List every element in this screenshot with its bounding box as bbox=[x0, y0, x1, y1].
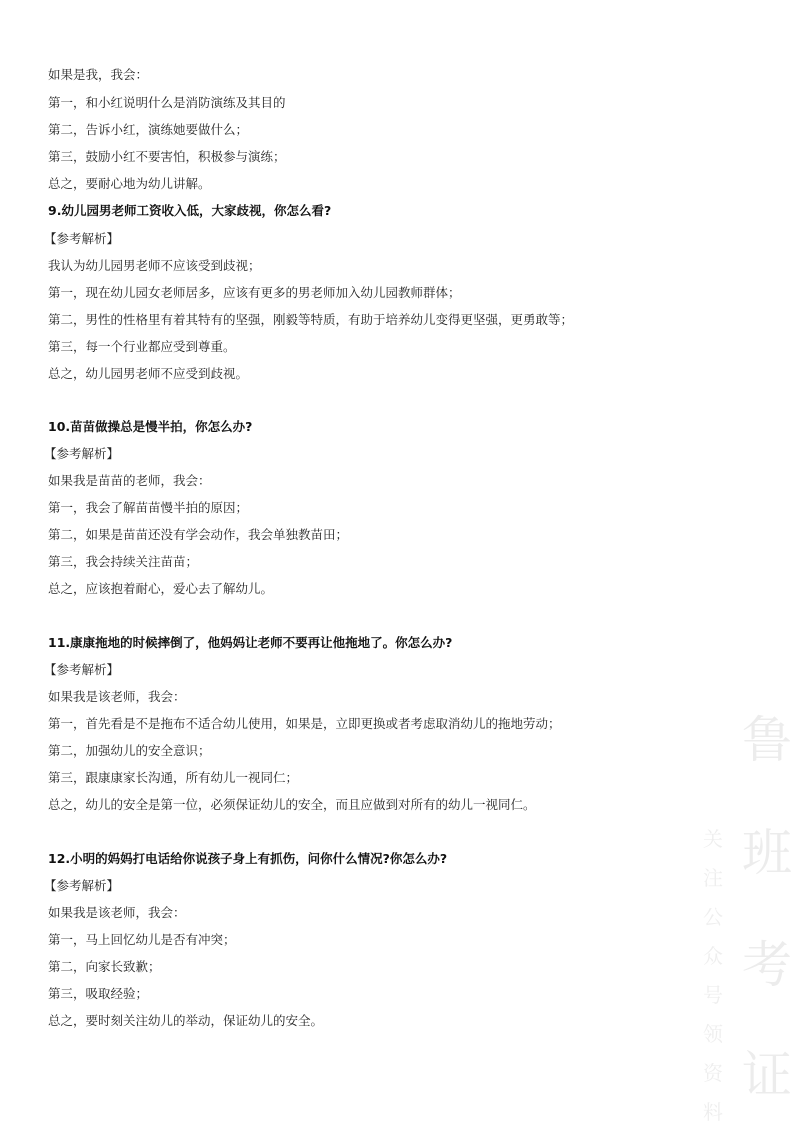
paragraph-line: 第三，跟康康家长沟通，所有幼儿一视同仁； bbox=[48, 770, 299, 785]
paragraph-line: 总之，幼儿的安全是第一位，必须保证幼儿的安全，而且应做到对所有的幼儿一视同仁。 bbox=[48, 797, 536, 812]
watermark-small-char: 注 bbox=[703, 866, 723, 890]
paragraph-line: 第一，和小红说明什么是消防演练及其目的 bbox=[48, 95, 286, 110]
watermark-small-char: 众 bbox=[703, 944, 723, 968]
reference-answer-label: 【参考解析】 bbox=[44, 662, 120, 677]
watermark-char: 证 bbox=[742, 1046, 792, 1104]
paragraph-line: 第三，吸取经验； bbox=[48, 986, 149, 1001]
paragraph-line: 总之，应该抱着耐心，爱心去了解幼儿。 bbox=[48, 581, 274, 596]
watermark-vertical-text bbox=[700, 820, 726, 1132]
question-heading: 11.康康拖地的时候摔倒了，他妈妈让老师不要再让他拖地了。你怎么办? bbox=[48, 635, 453, 650]
paragraph-line: 如果我是该老师，我会： bbox=[48, 905, 186, 920]
reference-answer-label: 【参考解析】 bbox=[44, 878, 120, 893]
watermark-small-char: 领 bbox=[703, 1022, 723, 1046]
watermark-small-char: 关 bbox=[703, 827, 723, 851]
paragraph-line: 总之，要耐心地为幼儿讲解。 bbox=[48, 176, 211, 191]
paragraph-line: 第二，男性的性格里有着其特有的坚强，刚毅等特质，有助于培养幼儿变得更坚强，更勇敢等； bbox=[48, 312, 574, 327]
paragraph-line: 第二，告诉小红，演练她要做什么； bbox=[48, 122, 249, 137]
watermark-char: 鲁 bbox=[742, 711, 792, 769]
paragraph-line: 总之，幼儿园男老师不应受到歧视。 bbox=[48, 366, 249, 381]
paragraph-line: 第一，我会了解苗苗慢半拍的原因； bbox=[48, 500, 249, 515]
paragraph-line: 如果是我，我会： bbox=[48, 67, 149, 82]
paragraph-line: 如果我是该老师，我会： bbox=[48, 689, 186, 704]
paragraph-line: 第三，每一个行业都应受到尊重。 bbox=[48, 339, 236, 354]
paragraph-line: 第二，如果是苗苗还没有学会动作，我会单独教苗田； bbox=[48, 527, 349, 542]
paragraph-line: 第一，马上回忆幼儿是否有冲突； bbox=[48, 932, 236, 947]
paragraph-line: 总之，要时刻关注幼儿的举动，保证幼儿的安全。 bbox=[48, 1013, 324, 1028]
watermark-small-char: 公 bbox=[703, 905, 723, 929]
question-heading: 9.幼儿园男老师工资收入低，大家歧视，你怎么看? bbox=[48, 203, 332, 218]
paragraph-line: 第二，加强幼儿的安全意识； bbox=[48, 743, 211, 758]
reference-answer-label: 【参考解析】 bbox=[44, 446, 120, 461]
watermark-small-char: 料 bbox=[703, 1100, 723, 1124]
paragraph-line: 第一，首先看是不是拖布不适合幼儿使用，如果是，立即更换或者考虑取消幼儿的拖地劳动； bbox=[48, 716, 561, 731]
question-heading: 10.苗苗做操总是慢半拍，你怎么办? bbox=[48, 419, 253, 434]
paragraph-line: 我认为幼儿园男老师不应该受到歧视； bbox=[48, 258, 261, 273]
watermark-small-char: 资 bbox=[703, 1061, 723, 1085]
paragraph-line: 第三，鼓励小红不要害怕，积极参与演练； bbox=[48, 149, 286, 164]
reference-answer-label: 【参考解析】 bbox=[44, 231, 120, 246]
watermark-small-char: 号 bbox=[703, 983, 723, 1007]
question-heading: 12.小明的妈妈打电话给你说孩子身上有抓伤，问你什么情况?你怎么办? bbox=[48, 851, 448, 866]
watermark-char: 班 bbox=[742, 824, 792, 882]
paragraph-line: 第二，向家长致歉； bbox=[48, 959, 161, 974]
watermark-char: 考 bbox=[742, 936, 792, 994]
paragraph-line: 第一，现在幼儿园女老师居多，应该有更多的男老师加入幼儿园教师群体； bbox=[48, 285, 461, 300]
paragraph-line: 第三，我会持续关注苗苗； bbox=[48, 554, 199, 569]
paragraph-line: 如果我是苗苗的老师，我会： bbox=[48, 473, 211, 488]
